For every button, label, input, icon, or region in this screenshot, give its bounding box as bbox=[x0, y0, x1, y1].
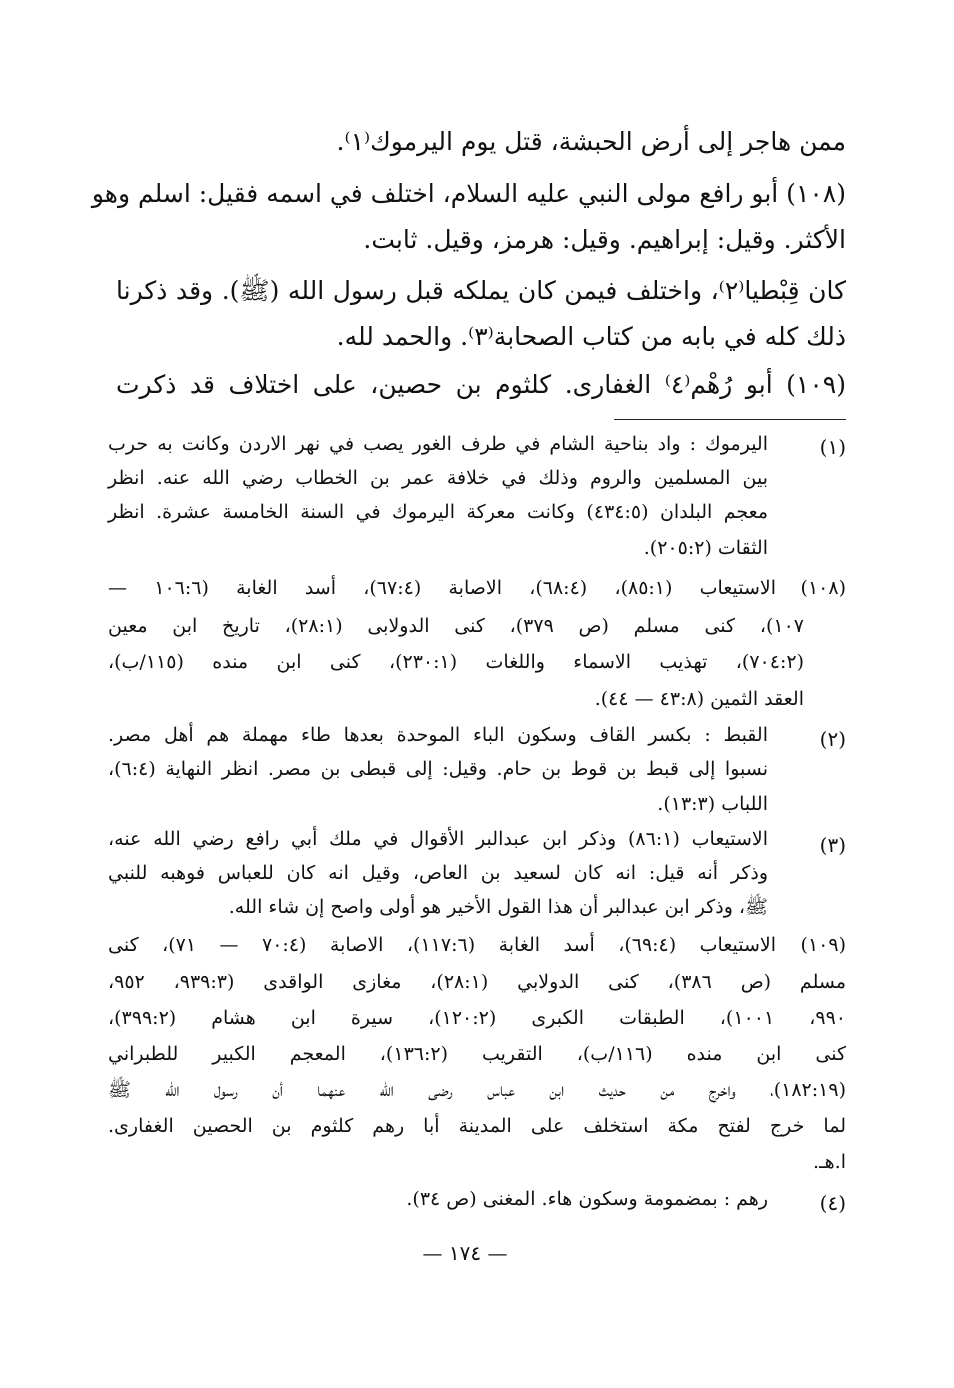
footnote-line: كنى ابن منده (١١٦/ب)، التقريب (١٣٦:٢)، المعجم الكبير للطبراني bbox=[108, 1043, 847, 1065]
footnote-line: (١٨٢:١٩)، واخرج من حديث ابن عباس رضى الله عنهما أن رسول الله ﷺ bbox=[108, 1079, 846, 1101]
footnote-line: ١٠٧)، كنى مسلم (ص ٣٧٩)، كنى الدولابى (٢٨:١)، تاريخ ابن معين bbox=[108, 615, 804, 637]
footnote-number: (١٠٩) bbox=[800, 934, 846, 956]
footnote-number: (٣) bbox=[819, 833, 846, 857]
footnote-line: الاستيعاب (٨٥:١)، (٦٨:٤)، الاصابة (٦٧:٤)، أسد الغابة (١٠٦:٦ — bbox=[108, 577, 777, 599]
footnote-line: (٧٠٤:٢)، تهذيب الاسماء واللغات (٢٣٠:١)، كنى ابن منده (١١٥/ب)، bbox=[108, 651, 804, 673]
footnote-line: بين المسلمين والروم وذلك في خلافة عمر بن الخطاب رضي الله عنه. انظر bbox=[108, 467, 768, 489]
main-text-line: ممن هاجر إلى أرض الحبشة، قتل يوم اليرموك⁽١⁾. bbox=[336, 127, 846, 156]
footnote-line: اللباب (١٣:٣). bbox=[657, 793, 768, 815]
page-number: — ١٧٤ — bbox=[422, 1241, 508, 1265]
footnote-line: الاستيعاب (٨٦:١) وذكر ابن عبدالبر الأقوال في ملك أبي رافع رضي الله عنه، bbox=[108, 828, 768, 850]
footnote-line: رهم : بمضمومة وسكون هاء. المغنى (ص ٣٤). bbox=[406, 1188, 768, 1210]
footnote-separator bbox=[614, 419, 846, 420]
main-text-line: كان قِبْطيا⁽٢⁾، واختلف فيمن كان يملكه قبل رسول الله (ﷺ). وقد ذكرنا bbox=[116, 276, 847, 305]
footnote-line: ﷺ، وذكر ابن عبدالبر أن هذا القول الأخير هو أولى واصح إن شاء الله. bbox=[228, 896, 768, 918]
footnote-line: نسبوا إلى قبط بن قوط بن حام. وقيل: إلى قبطى بن مصر. انظر النهاية (٦:٤)، bbox=[108, 758, 768, 780]
footnote-line: ٩٩٠، ١٠٠١)، الطبقات الكبرى (١٢٠:٢)، سيرة ابن هشام (٣٩٩:٢)، bbox=[108, 1007, 847, 1029]
footnote-line: ا.هـ. bbox=[813, 1151, 846, 1173]
footnote-number: (٢) bbox=[819, 727, 846, 751]
footnote-line: معجم البلدان (٤٣٤:٥) وكانت معركة اليرموك في السنة الخامسة عشرة. انظر bbox=[108, 501, 769, 523]
footnote-number: (١) bbox=[819, 435, 846, 459]
footnote-line: اليرموك : واد بناحية الشام في طرف الغور يصب في نهر الاردن وكانت به حرب bbox=[108, 433, 768, 455]
main-text-line: ذلك كله في بابه من كتاب الصحابة⁽٣⁾. والحمد لله. bbox=[336, 322, 846, 351]
footnote-line: الثقات (٢٠٥:٢). bbox=[643, 537, 768, 559]
footnote-line: الاستيعاب (٦٩:٤)، أسد الغابة (١١٧:٦)، الاصابة (٧٠:٤ — ٧١)، كنى bbox=[108, 934, 777, 956]
footnote-line: العقد الثمين (٤٣:٨ — ٤٤). bbox=[594, 688, 804, 710]
footnote-number: (١٠٨) bbox=[800, 577, 846, 599]
footnote-line: القبط : بكسر القاف وسكون الباء الموحدة بعدها طاء مهملة هم أهل مصر. bbox=[108, 724, 768, 746]
footnote-line: وذكر أنه قيل: انه كان لسعيد بن العاص، وقيل انه كان للعباس فوهبه للنبي bbox=[108, 862, 768, 884]
main-text-line: الأكثر. وقيل: إبراهيم. وقيل: هرمز، وقيل. ثابت. bbox=[363, 225, 846, 254]
footnote-line: مسلم (ص ٣٨٦)، كنى الدولابي (٢٨:١)، مغازى الواقدى (٩٣٩:٣، ٩٥٢، bbox=[108, 971, 846, 993]
footnote-line: لما خرج لفتح مكة استخلف على المدينة أبا رهم كلثوم بن الحصين الغفارى. bbox=[108, 1115, 846, 1137]
main-text-line: (١٠٩) أبو رُهْم⁽٤⁾ الغفارى. كلثوم بن حصين، على اختلاف قد ذكرت bbox=[116, 370, 846, 399]
main-text-line: (١٠٨) أبو رافع مولى النبي عليه السلام، اختلف في اسمه فقيل: اسلم وهو bbox=[91, 179, 846, 208]
footnote-number: (٤) bbox=[819, 1191, 846, 1215]
